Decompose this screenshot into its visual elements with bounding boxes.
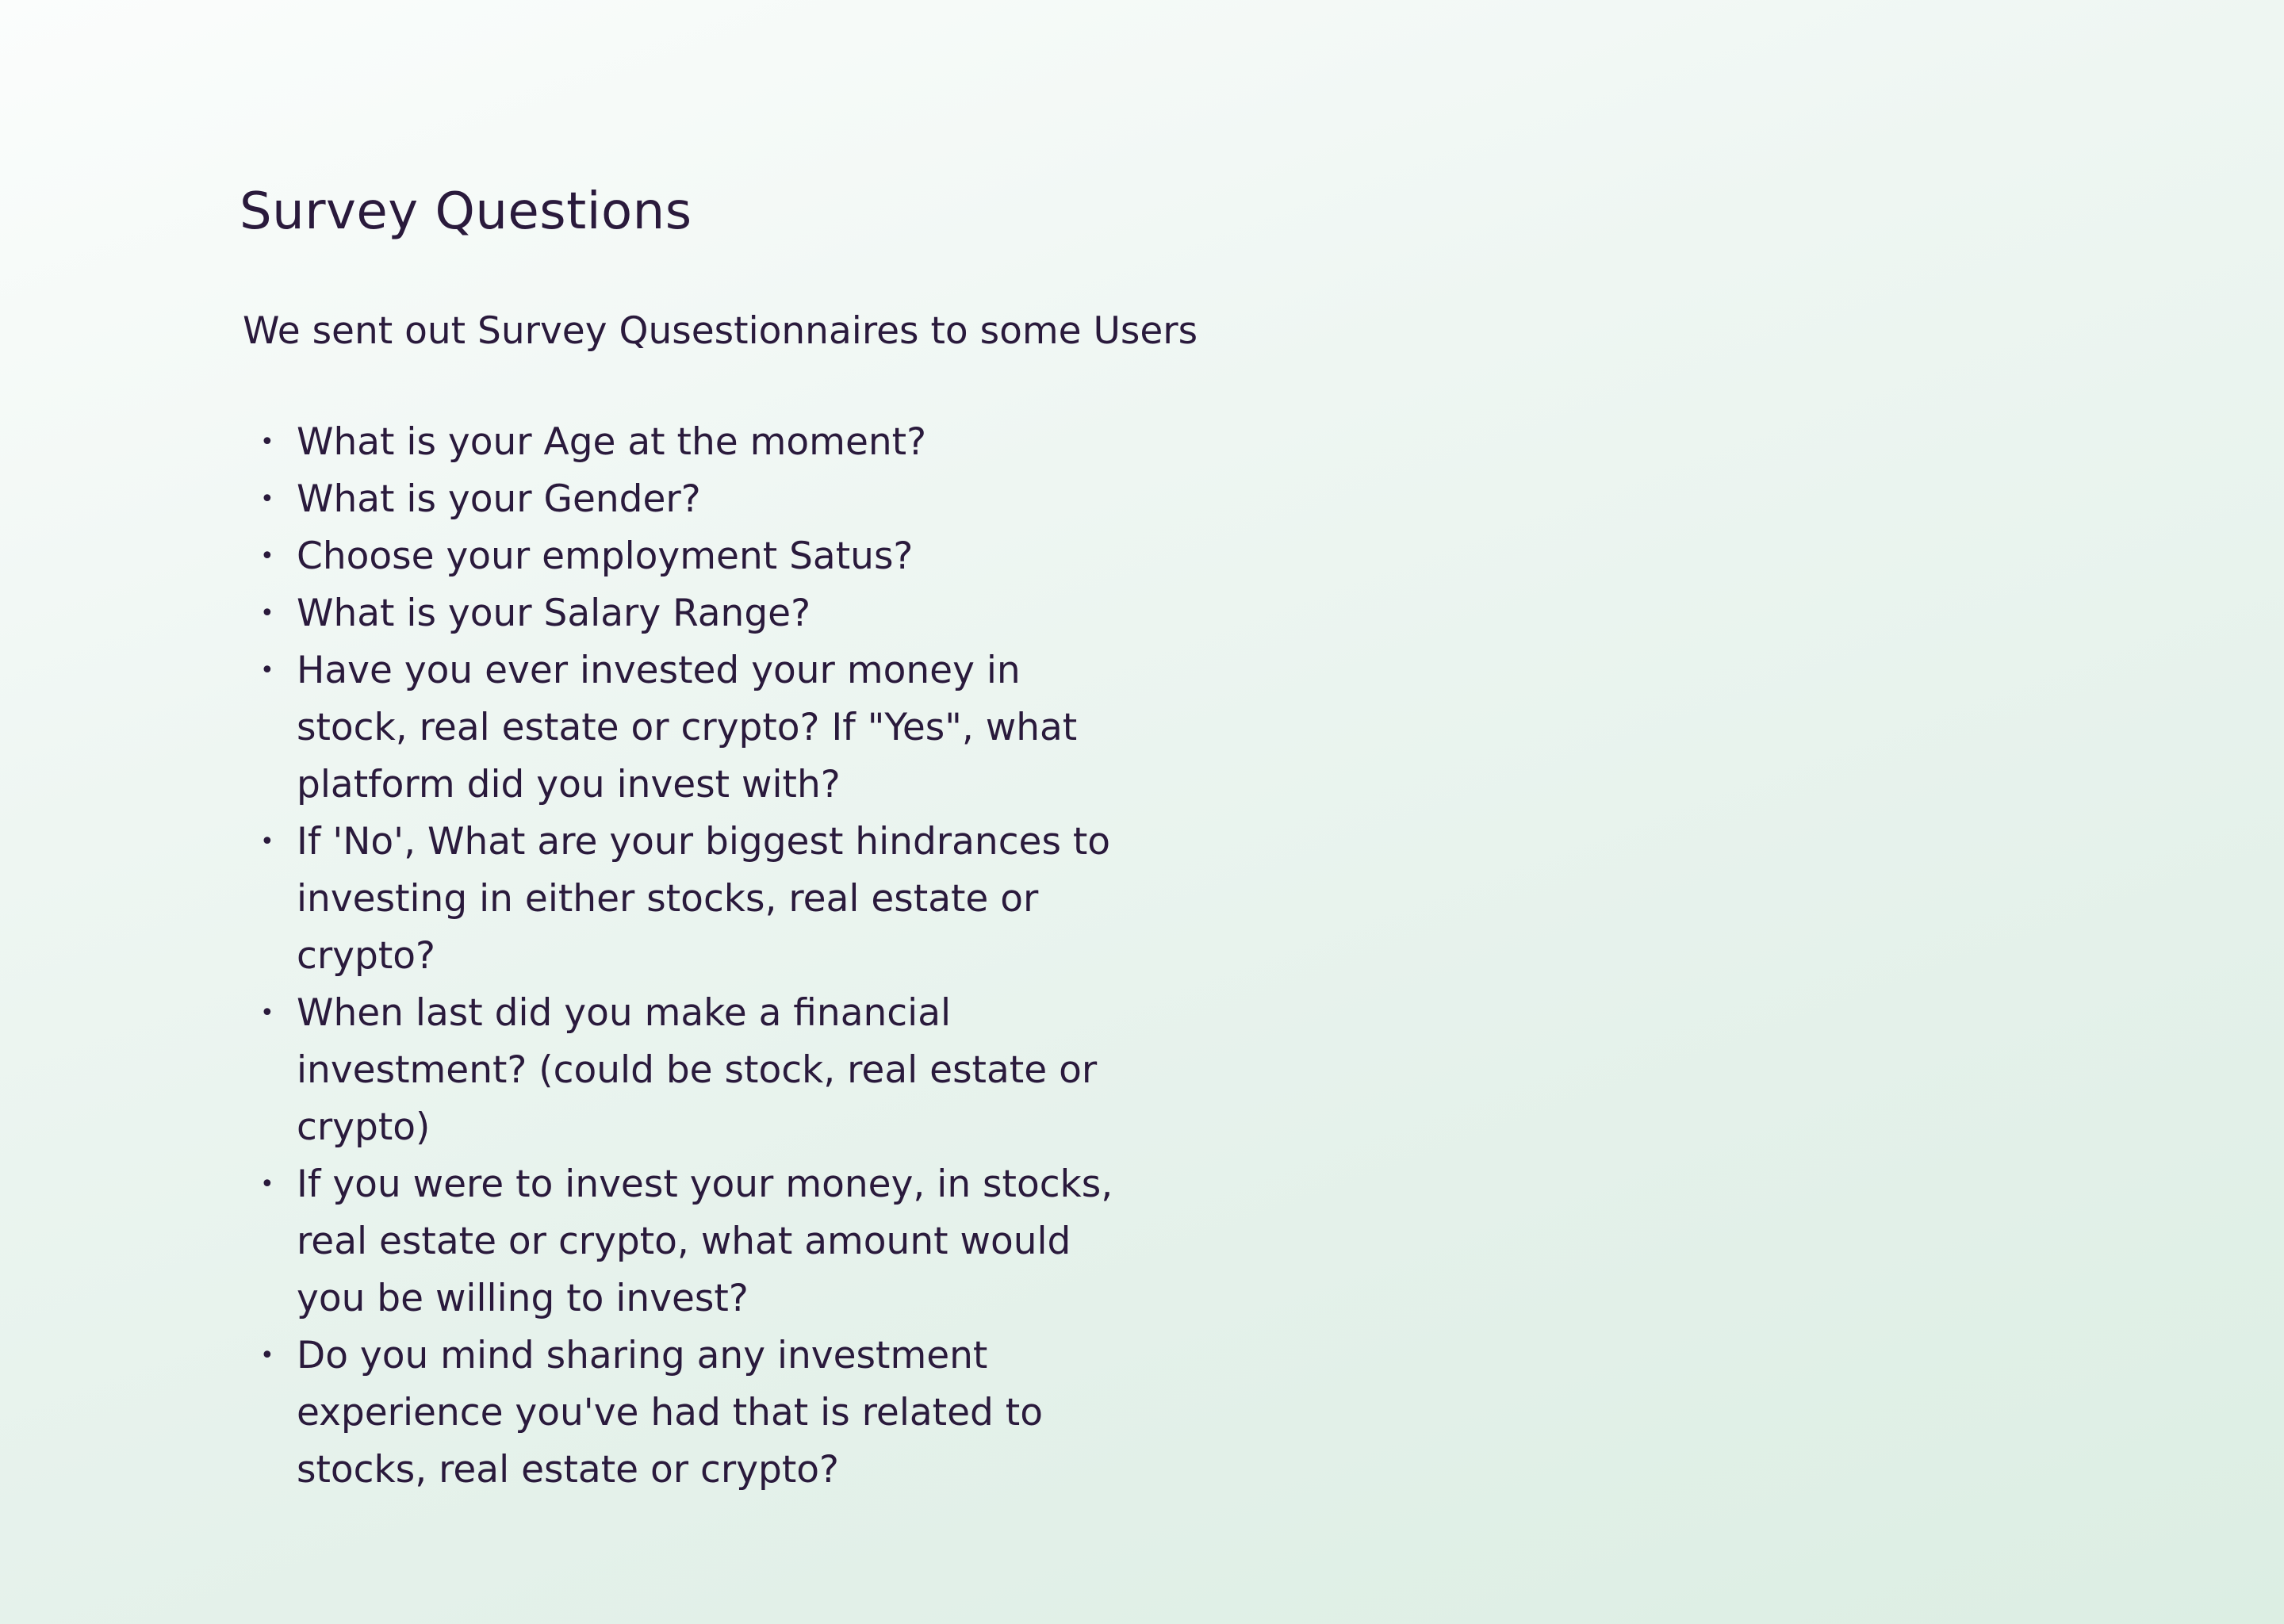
- question-text: If you were to invest your money, in stocks, real estate or crypto, what amount would you be willing to invest?: [297, 1162, 1113, 1320]
- page-title: Survey Questions: [240, 182, 692, 241]
- question-item: [240, 1156, 1128, 1327]
- question-item: [240, 642, 1128, 814]
- question-text: If 'No', What are your biggest hindrances to investing in either stocks, real estate or crypto?: [297, 820, 1111, 978]
- question-text: Choose your employment Satus?: [297, 534, 914, 578]
- question-item: [240, 471, 1128, 528]
- question-item: [240, 1327, 1128, 1499]
- question-list: [240, 414, 1128, 1499]
- bullet-icon: •: [260, 999, 274, 1027]
- question-text: Do you mind sharing any investment experience you've had that is related to stocks, real estate or crypto?: [297, 1334, 1043, 1492]
- bullet-icon: •: [260, 485, 274, 513]
- question-text: Have you ever invested your money in stock, real estate or crypto? If "Yes", what platform did you invest with?: [297, 649, 1078, 806]
- bullet-icon: •: [260, 1342, 274, 1369]
- survey-section: [240, 176, 1429, 1492]
- question-item: [240, 985, 1128, 1156]
- bullet-icon: •: [260, 828, 274, 856]
- bullet-icon: •: [260, 1170, 274, 1198]
- question-text: What is your Salary Range?: [297, 592, 811, 635]
- question-text: What is your Age at the moment?: [297, 420, 927, 464]
- question-item: [240, 414, 1128, 471]
- question-item: [240, 814, 1128, 985]
- bullet-icon: •: [260, 542, 274, 570]
- intro-text: We sent out Survey Qusestionnaires to some Users: [243, 309, 1198, 353]
- bullet-icon: •: [260, 428, 274, 456]
- question-text: What is your Gender?: [297, 477, 701, 521]
- bullet-icon: •: [260, 599, 274, 627]
- question-item: [240, 528, 1128, 585]
- question-text: When last did you make a financial investment? (could be stock, real estate or crypto): [297, 991, 1098, 1149]
- question-item: [240, 585, 1128, 642]
- bullet-icon: •: [260, 657, 274, 684]
